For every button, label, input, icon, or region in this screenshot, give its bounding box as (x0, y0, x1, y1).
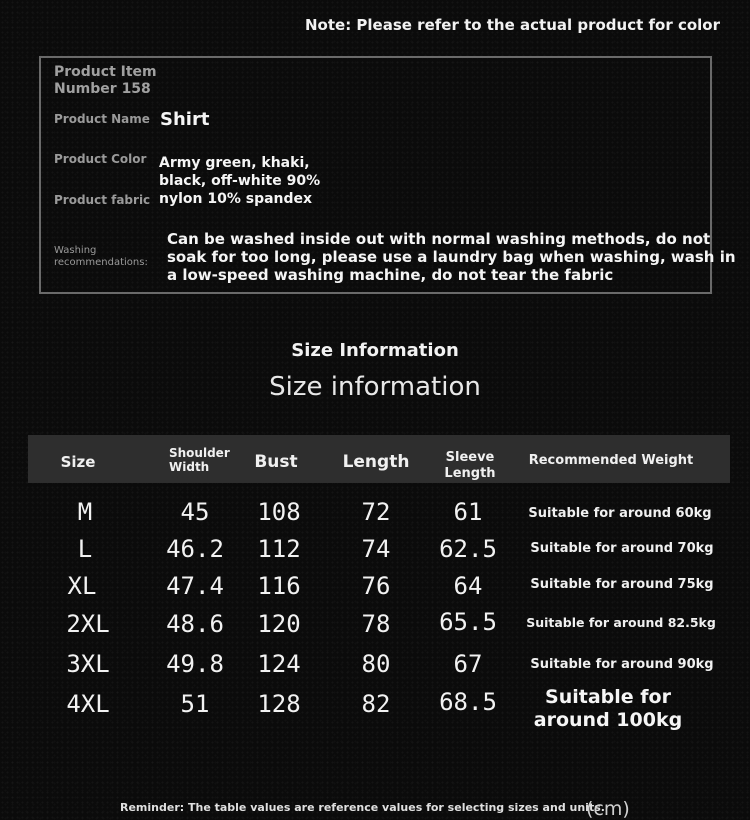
cell-sleeve: 65.5 (439, 608, 497, 636)
cell-sleeve: 64 (453, 572, 483, 600)
cell-size: XL (67, 572, 97, 600)
cell-shoulder: 48.6 (166, 610, 224, 638)
cell-length: 72 (361, 498, 391, 526)
product-color-value: Army green, khaki, black, off-white 90% nylon 10% spandex (159, 155, 321, 207)
washing-label: Washing recommendations: (54, 245, 148, 268)
product-fabric-label: Product fabric (54, 193, 151, 207)
unit-label: (cm) (586, 798, 630, 820)
cell-bust: 108 (257, 498, 301, 526)
cell-size: L (77, 535, 93, 563)
header-bust: Bust (254, 452, 298, 472)
cell-length: 80 (361, 650, 391, 678)
section-subtitle: Size information (269, 372, 481, 402)
cell-weight: Suitable for around 60kg (528, 506, 712, 521)
cell-shoulder: 47.4 (166, 572, 224, 600)
cell-sleeve: 68.5 (439, 688, 497, 716)
cell-bust: 124 (257, 650, 301, 678)
cell-bust: 120 (257, 610, 301, 638)
cell-size: M (77, 498, 93, 526)
cell-size: 4XL (66, 690, 110, 718)
cell-sleeve: 62.5 (439, 535, 497, 563)
cell-length: 78 (361, 610, 391, 638)
product-item-label: Product Item Number 158 (54, 64, 157, 97)
cell-bust: 128 (257, 690, 301, 718)
product-name-label: Product Name (54, 112, 150, 126)
color-note: Note: Please refer to the actual product for color (305, 16, 720, 34)
cell-weight: Suitable for around 82.5kg (526, 615, 716, 630)
product-name-value: Shirt (160, 109, 210, 130)
reminder-text: Reminder: The table values are reference values for selecting sizes and units. (120, 801, 605, 814)
header-sleeve: Sleeve Length (444, 450, 496, 481)
cell-bust: 112 (257, 535, 301, 563)
cell-weight: Suitable for around 100kg (533, 686, 683, 731)
cell-weight: Suitable for around 75kg (530, 577, 714, 592)
cell-bust: 116 (257, 572, 301, 600)
product-color-label: Product Color (54, 152, 147, 166)
cell-sleeve: 61 (453, 498, 483, 526)
cell-weight: Suitable for around 70kg (530, 541, 714, 556)
cell-size: 2XL (66, 610, 110, 638)
cell-shoulder: 51 (180, 690, 210, 718)
washing-text: Can be washed inside out with normal washing methods, do not soak for too long, please use a laundry bag when washing, wash in a low-speed washing machine, do not tear the fabric (167, 230, 736, 284)
header-shoulder: Shoulder Width (169, 446, 230, 474)
cell-sleeve: 67 (453, 650, 483, 678)
cell-size: 3XL (66, 650, 110, 678)
cell-length: 76 (361, 572, 391, 600)
cell-length: 74 (361, 535, 391, 563)
header-weight: Recommended Weight (528, 453, 694, 468)
header-size: Size (60, 453, 96, 471)
section-title: Size Information (291, 340, 459, 361)
cell-shoulder: 45 (180, 498, 210, 526)
cell-shoulder: 46.2 (166, 535, 224, 563)
cell-weight: Suitable for around 90kg (530, 657, 714, 672)
cell-shoulder: 49.8 (166, 650, 224, 678)
cell-length: 82 (361, 690, 391, 718)
header-length: Length (342, 452, 410, 472)
